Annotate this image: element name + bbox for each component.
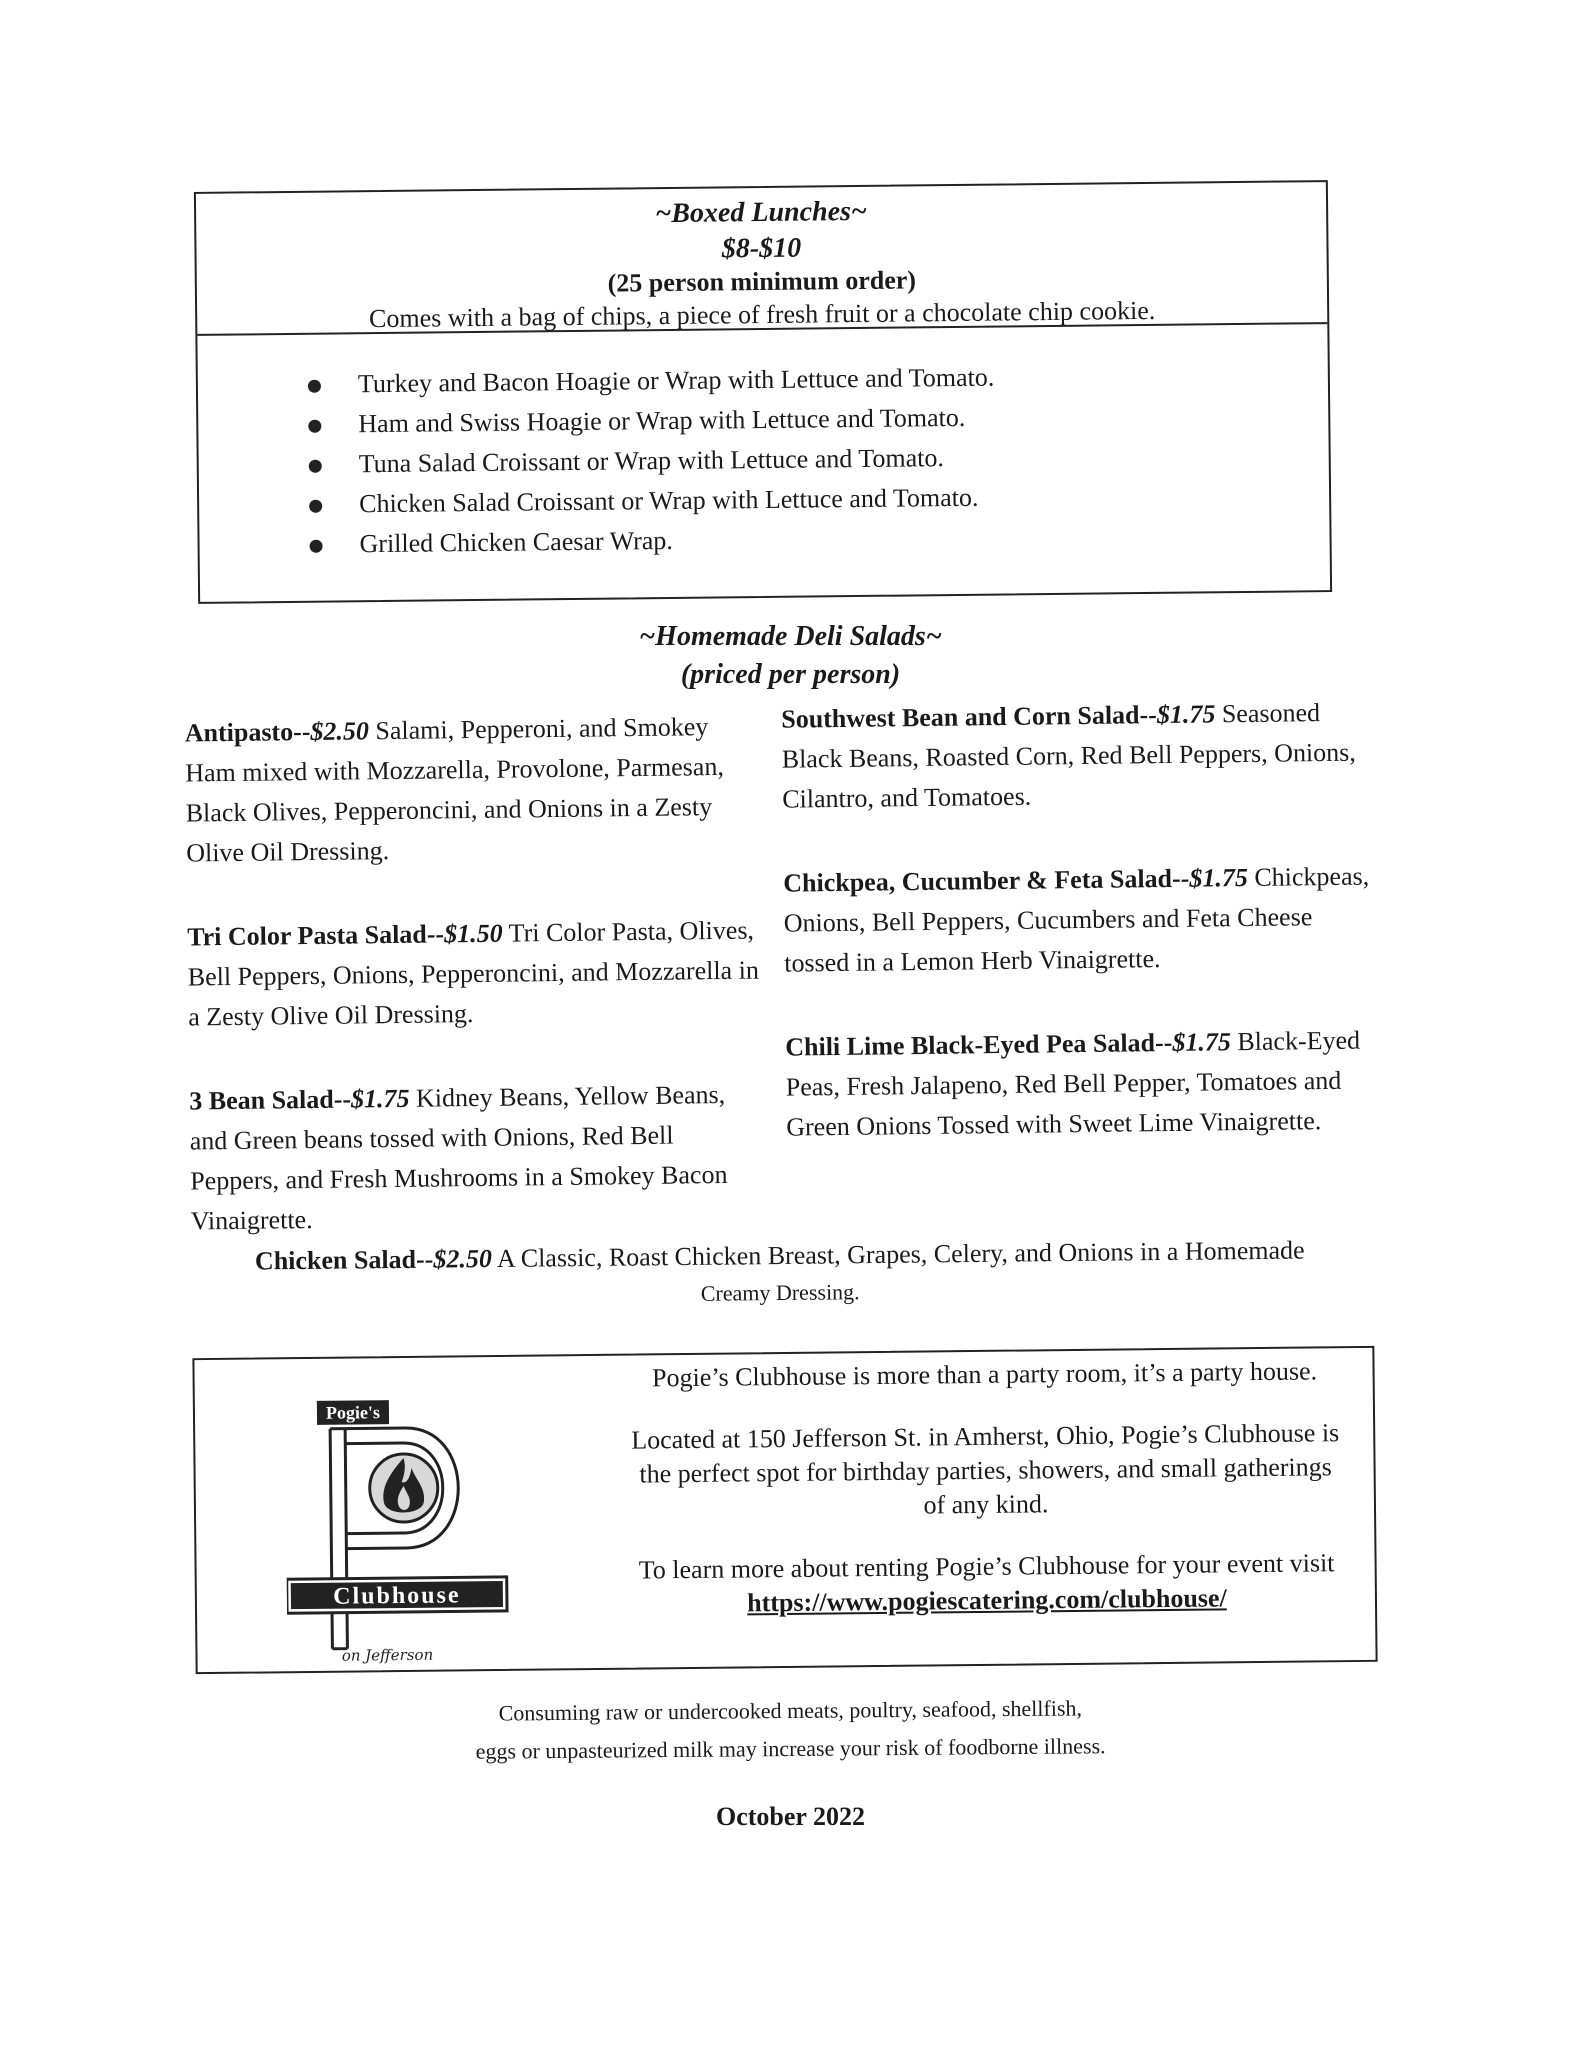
salad-item-chickpea-cucumber-feta: Chickpea, Cucumber & Feta Salad--$1.75 Chickpeas, Onions, Bell Peppers, Cucumbers and Feta Cheese tossed in a Lemon Herb Vinaigrette. (783, 861, 1370, 978)
clubhouse-text (624, 1354, 1347, 1650)
list-item: Chicken Salad Croissant or Wrap with Lettuce and Tomato. (309, 474, 1329, 525)
boxed-lunches-description: Comes with a bag of chips, a piece of fresh fruit or a chocolate chip cookie. (368, 295, 1156, 334)
menu-date: October 2022 (716, 1802, 865, 1831)
salad-item-southwest-bean-corn: Southwest Bean and Corn Salad--$1.75 Seasoned Black Beans, Roasted Corn, Red Bell Peppers, Onions, Cilantro, and Tomatoes. (781, 698, 1356, 814)
bullet-icon (309, 500, 322, 513)
boxed-lunches-list (197, 324, 1329, 566)
clubhouse-intro: Pogie’s Clubhouse is more than a party room, it’s a party house. (651, 1356, 1318, 1393)
list-item: Tuna Salad Croissant or Wrap with Lettuce and Tomato. (309, 434, 1329, 485)
logo-band-text: Clubhouse (333, 1582, 461, 1610)
boxed-lunches-header (196, 182, 1327, 336)
clubhouse-url-link[interactable]: https://www.pogiescatering.com/clubhouse/ (747, 1583, 1227, 1618)
list-item: Ham and Swiss Hoagie or Wrap with Lettuce and Tomato. (308, 394, 1328, 445)
deli-salads-right-column (781, 692, 1387, 1191)
list-item: Grilled Chicken Caesar Wrap. (309, 514, 1329, 565)
clubhouse-location: Located at 150 Jefferson St. in Amherst, Ohio, Pogie’s Clubhouse is the perfect spot for birthday parties, showers, and small gatherings of any kind. (631, 1418, 1340, 1520)
clubhouse-box (192, 1346, 1377, 1674)
deli-salads-subtitle: (priced per person) (680, 659, 901, 690)
logo-bottom-text: on Jefferson (341, 1645, 434, 1665)
salad-item-antipasto: Antipasto--$2.50 Salami, Pepperoni, and Smokey Ham mixed with Mozzarella, Provolone, Parmesan, Black Olives, Pepperoncini, and Onions in a Zesty Olive Oil Dressing. (184, 712, 725, 868)
logo-top-text: Pogie's (325, 1402, 381, 1423)
deli-salads-left-column (185, 707, 767, 1286)
salad-item-3-bean: 3 Bean Salad--$1.75 Kidney Beans, Yellow Beans, and Green beans tossed with Onions, Red Bell Peppers, and Fresh Mushrooms in a Smokey Bacon Vinaigrette. (189, 1079, 728, 1236)
food-safety-warning: Consuming raw or undercooked meats, poultry, seafood, shellfish, eggs or unpasteurized milk may increase your risk of foodborne illness. (475, 1695, 1106, 1764)
boxed-lunches-title: ~Boxed Lunches~ (655, 195, 868, 230)
pogies-clubhouse-logo (285, 1397, 528, 1669)
bullet-icon (308, 420, 321, 433)
bullet-icon (309, 460, 322, 473)
boxed-lunches-box (194, 180, 1332, 604)
deli-salads-title: ~Homemade Deli Salads~ (639, 621, 942, 652)
salad-item-chicken: Chicken Salad--$2.50 A Classic, Roast Chicken Breast, Grapes, Celery, and Onions in a Homemade Creamy Dressing. (254, 1235, 1305, 1306)
bullet-icon (308, 380, 321, 393)
boxed-lunches-price: $8-$10 (721, 232, 802, 265)
boxed-lunches-minimum: (25 person minimum order) (607, 265, 917, 298)
salad-item-chili-lime-black-eyed-pea: Chili Lime Black-Eyed Pea Salad--$1.75 Black-Eyed Peas, Fresh Jalapeno, Red Bell Pepper, Tomatoes and Green Onions Tossed with Sweet Lime Vinaigrette. (785, 1025, 1361, 1142)
salad-item-tri-color-pasta: Tri Color Pasta Salad--$1.50 Tri Color Pasta, Olives, Bell Peppers, Onions, Pepperoncini, and Mozzarella in a Zesty Olive Oil Dressing. (187, 915, 760, 1032)
bullet-icon (310, 540, 323, 553)
clubhouse-learn-more: To learn more about renting Pogie’s Clubhouse for your event visit https://www.pogiescatering.com/clubhouse/ (638, 1548, 1335, 1618)
list-item: Turkey and Bacon Hoagie or Wrap with Lettuce and Tomato. (308, 354, 1328, 405)
